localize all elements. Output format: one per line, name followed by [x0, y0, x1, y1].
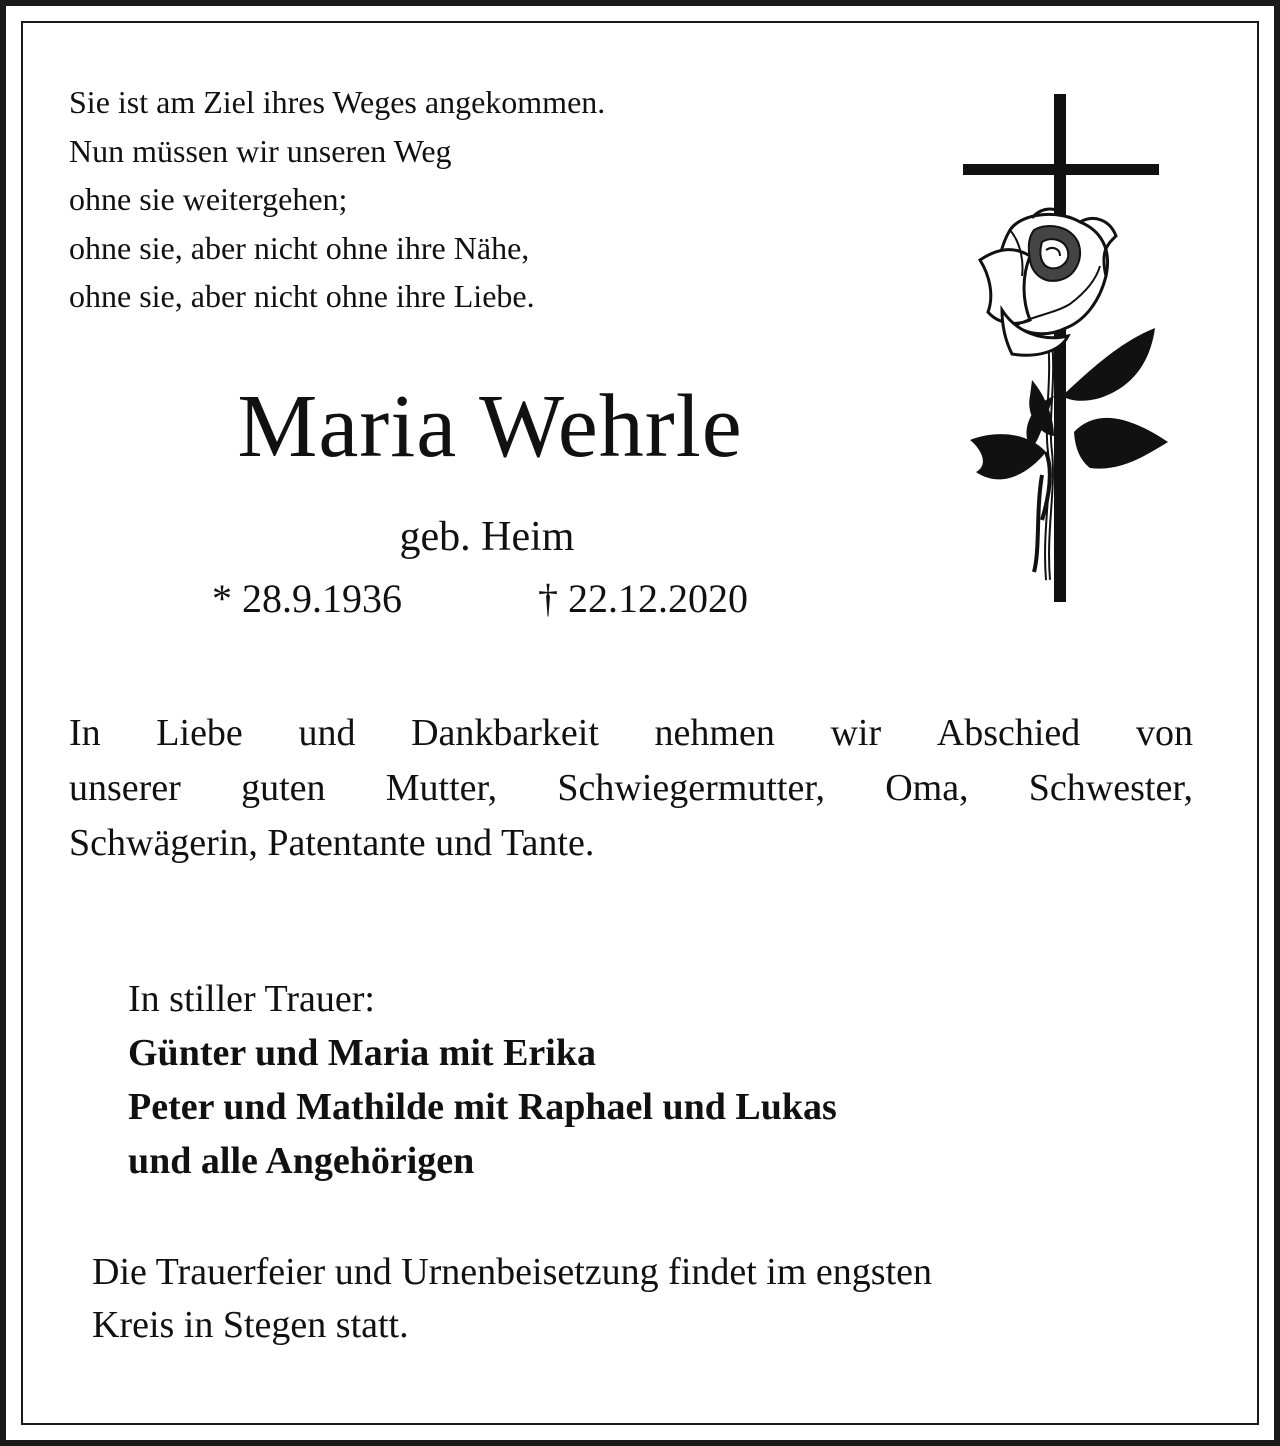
poem-line: Nun müssen wir unseren Weg [69, 132, 452, 169]
farewell-word: In [69, 712, 101, 754]
farewell-word: von [1135, 712, 1193, 754]
farewell-line: Schwägerin, Patentante und Tante. [69, 822, 595, 864]
farewell-word: Dankbarkeit [411, 712, 599, 754]
farewell-text [69, 706, 1193, 871]
poem-line: ohne sie weitergehen; [69, 181, 348, 217]
farewell-word: Liebe [156, 712, 243, 754]
farewell-word: nehmen [654, 712, 775, 754]
mourning-intro: In stiller Trauer: [128, 978, 375, 1020]
death-date: † 22.12.2020 [538, 576, 748, 621]
farewell-word: Schwiegermutter, [557, 767, 825, 809]
life-dates [120, 572, 860, 626]
farewell-line [69, 706, 1193, 761]
family-line: und alle Angehörigen [128, 1140, 475, 1182]
birth-name: geb. Heim [399, 514, 575, 560]
farewell-word: unserer [69, 767, 181, 809]
poem-line: ohne sie, aber nicht ohne ihre Nähe, [69, 229, 530, 266]
farewell-word: Abschied [936, 712, 1081, 754]
farewell-word: wir [830, 712, 882, 754]
mourners [128, 972, 1128, 1188]
poem-line: ohne sie, aber nicht ohne ihre Liebe. [69, 278, 535, 314]
poem-line: Sie ist am Ziel ihres Weges angekommen. [69, 84, 606, 120]
family-line: Günter und Maria mit Erika [128, 1032, 596, 1074]
farewell-word: und [298, 712, 356, 754]
farewell-word: Schwester, [1028, 767, 1193, 809]
birth-date: * 28.9.1936 [212, 576, 402, 621]
notice-line: Die Trauerfeier und Urnenbeisetzung findet im engsten [92, 1251, 932, 1293]
family-line: Peter und Mathilde mit Raphael und Lukas [128, 1086, 837, 1128]
farewell-word: Mutter, [385, 767, 498, 809]
funeral-notice [92, 1246, 1182, 1352]
farewell-line [69, 761, 1193, 816]
farewell-word: Oma, [885, 767, 969, 809]
cross-with-rose-icon [950, 80, 1186, 612]
deceased-name: Maria Wehrle [237, 377, 743, 476]
poem [69, 78, 849, 321]
farewell-word: guten [241, 767, 326, 809]
notice-line: Kreis in Stegen statt. [92, 1304, 409, 1346]
